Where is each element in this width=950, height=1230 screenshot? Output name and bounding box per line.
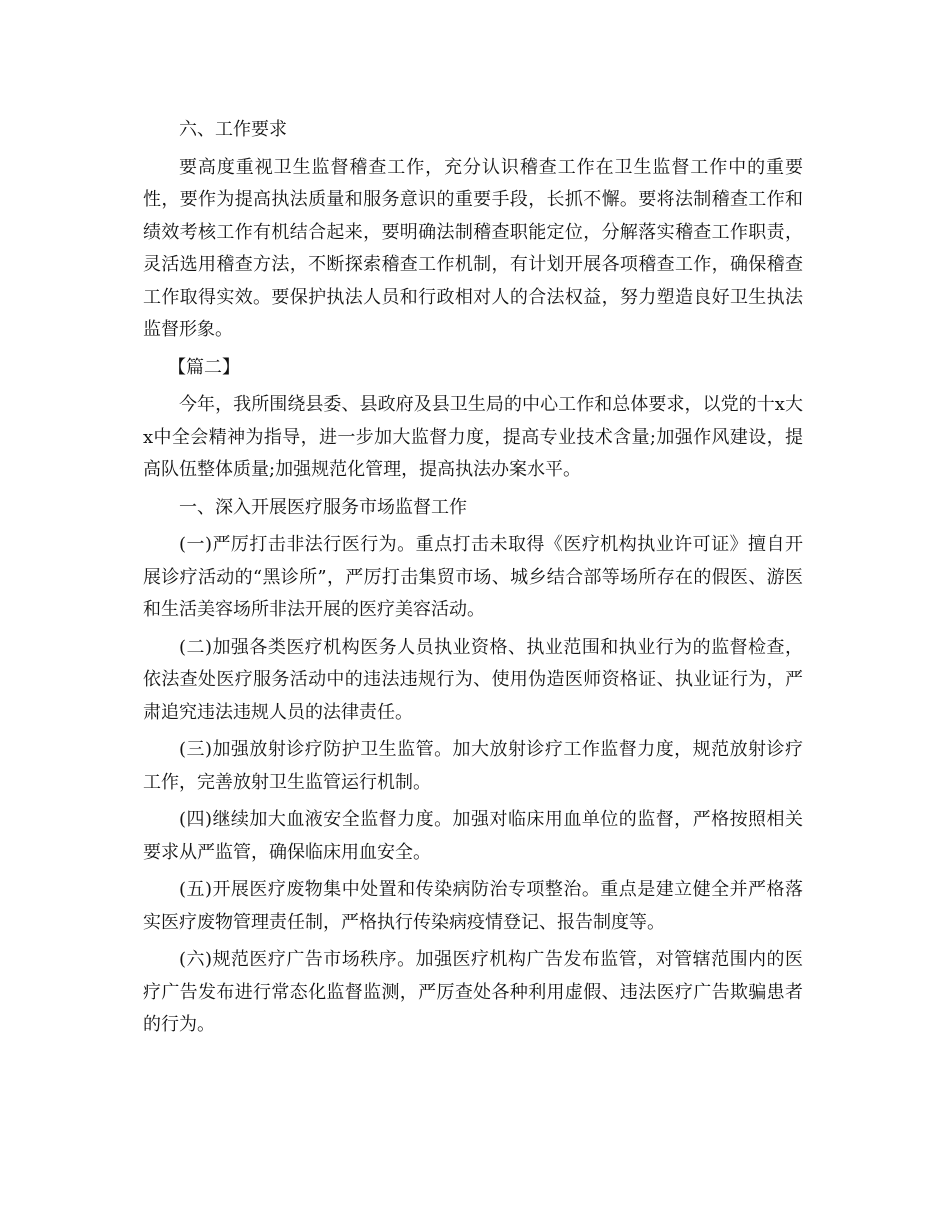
item-2-paragraph: (二)加强各类医疗机构医务人员执业资格、执业范围和执业行为的监督检查，依法查处医疗服务活动中的违法违规行为、使用伪造医师资格证、执业证行为，严肃追究违法违规人员的法律责任。 [143,636,803,723]
item-1-paragraph: (一)严厉打击非法行医行为。重点打击未取得《医疗机构执业许可证》擅自开展诊疗活动的“黑诊所”，严厉打击集贸市场、城乡结合部等场所存在的假医、游医和生活美容场所非法开展的医疗美容活动。 [143,534,803,620]
item-3-paragraph: (三)加强放射诊疗防护卫生监管。加大放射诊疗工作监督力度，规范放射诊疗工作，完善放射卫生监管运行机制。 [143,739,803,793]
document-content [143,114,803,1047]
section-six-heading: 六、工作要求 [179,119,287,140]
item-5-paragraph: (五)开展医疗废物集中处置和传染病防治专项整治。重点是建立健全并严格落实医疗废物管理责任制，严格执行传染病疫情登记、报告制度等。 [143,879,803,933]
part-two-tag: 【篇二】 [168,356,240,378]
item-4-paragraph: (四)继续加大血液安全监督力度。加强对临床用血单位的监督，严格按照相关要求从严监管，确保临床用血安全。 [143,809,803,863]
intro-paragraph: 今年，我所围绕县委、县政府及县卫生局的中心工作和总体要求，以党的十x大x中全会精神为指导，进一步加大监督力度，提高专业技术含量;加强作风建设，提高队伍整体质量;加强规范化管理，提高执法办案水平。 [143,394,803,480]
item-6-paragraph: (六)规范医疗广告市场秩序。加强医疗机构广告发布监管，对管辖范围内的医疗广告发布进行常态化监督监测，严厉查处各种利用虚假、违法医疗广告欺骗患者的行为。 [143,949,803,1035]
section-six-body: 要高度重视卫生监督稽查工作，充分认识稽查工作在卫生监督工作中的重要性，要作为提高执法质量和服务意识的重要手段，长抓不懈。要将法制稽查工作和绩效考核工作有机结合起来，要明确法制稽查职能定位，分解落实稽查工作职责，灵活选用稽查方法，不断探索稽查工作机制，有计划开展各项稽查工作，确保稽查工作取得实效。要保护执法人员和行政相对人的合法权益，努力塑造良好卫生执法监督形象。 [143,156,803,340]
section-one-heading: 一、深入开展医疗服务市场监督工作 [179,496,467,518]
